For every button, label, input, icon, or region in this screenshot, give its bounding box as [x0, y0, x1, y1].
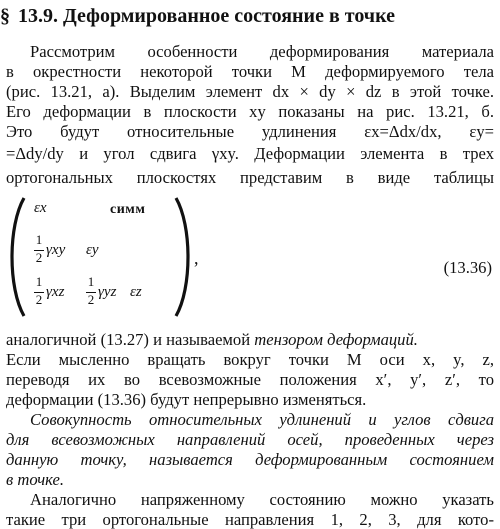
half-fraction-row-3-col-1	[34, 276, 44, 310]
strain-tensor-matrix	[6, 196, 306, 316]
paragraph-1-line-6: =Δdy/dy и угол сдвига γxy. Деформации элемента в трех	[6, 144, 494, 163]
paragraph-4-line-1: Аналогично напряженному состоянию можно указать	[30, 490, 494, 509]
epsilon-y-cell: εy	[86, 242, 99, 258]
paragraph-1-line-3: (рис. 13.21, a). Выделим элемент dx × dy × dz в этой точке.	[6, 82, 494, 101]
fraction-numerator: 1	[35, 232, 43, 247]
right-parenthesis	[172, 196, 194, 318]
paragraph-1-line-7: ортогональных плоскостях представим в виде таблицы	[6, 168, 494, 187]
fraction-numerator: 1	[87, 274, 95, 289]
paragraph-2-line-1-plain: аналогичной (13.27) и называемой	[6, 330, 251, 349]
equation-number: (13.36)	[443, 258, 492, 277]
fraction-denominator: 2	[87, 292, 95, 307]
left-parenthesis	[6, 196, 28, 318]
fraction-numerator: 1	[35, 274, 43, 289]
paragraph-1-line-4: Его деформации в плоскости xy показаны на рис. 13.21, б.	[6, 102, 494, 121]
half-fraction-row-3-col-2	[86, 276, 96, 310]
fraction-denominator: 2	[35, 292, 43, 307]
epsilon-x-cell: εx	[34, 200, 47, 216]
matrix-comma: ,	[194, 248, 199, 268]
section-sign: §	[0, 5, 10, 27]
paragraph-2-line-4: деформации (13.36) будут непрерывно изменяться.	[6, 390, 367, 409]
paragraph-2-line-1	[6, 330, 494, 349]
section-heading	[0, 4, 395, 28]
section-title: 13.9. Деформированное состояние в точке	[18, 5, 395, 27]
paragraph-2-line-3: переводя их во всевозможные положения x′, y′, z′, то	[6, 370, 494, 389]
paragraph-1-line-2: в окрестности некоторой точки M деформируемого тела	[6, 62, 494, 81]
half-fraction-row-2	[34, 234, 44, 268]
paragraph-3-line-3: данную точку, называется деформированным состоянием	[6, 450, 494, 469]
fraction-denominator: 2	[35, 250, 43, 265]
symm-label: симм	[110, 202, 146, 217]
epsilon-z-cell: εz	[130, 284, 142, 300]
gamma-xz-cell: γxz	[46, 284, 65, 300]
paragraph-1-line-1: Рассмотрим особенности деформирования материала	[30, 42, 494, 61]
paragraph-3-line-2: для всевозможных направлений осей, проведенных через	[6, 430, 494, 449]
gamma-xy-cell: γxy	[46, 242, 66, 258]
paragraph-4-line-2: такие три ортогональные направления 1, 2, 3, для кото-	[6, 510, 494, 529]
paragraph-2-line-2: Если мысленно вращать вокруг точки M оси x, y, z,	[6, 350, 494, 369]
paragraph-3-line-4: в точке.	[6, 470, 64, 489]
term-strain-tensor: тензором деформаций.	[254, 330, 418, 349]
paragraph-3-line-1: Совокупность относительных удлинений и углов сдвига	[30, 410, 494, 429]
gamma-yz-cell: γyz	[98, 284, 117, 300]
paragraph-1-line-5: Это будут относительные удлинения εx=Δdx/dx, εy=	[6, 122, 494, 141]
